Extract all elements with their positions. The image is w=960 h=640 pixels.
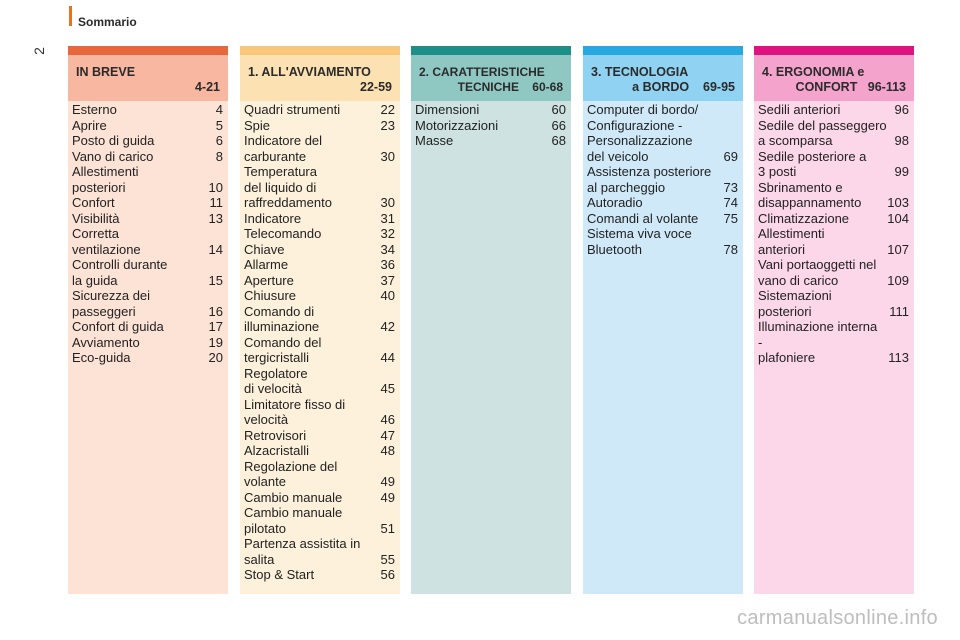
toc-entry-page: 111 <box>889 303 909 319</box>
toc-entry[interactable] <box>415 118 566 134</box>
toc-entry[interactable] <box>244 273 395 289</box>
section-title: 1. ALL'AVVIAMENTO <box>248 65 371 79</box>
section-page-range: 4-21 <box>194 80 220 94</box>
toc-entry-page: 49 <box>380 489 395 505</box>
toc-entry-page: 40 <box>380 288 395 303</box>
toc-entry-page: 17 <box>208 319 223 334</box>
toc-entry-page: 5 <box>215 117 223 133</box>
toc-entry-label: Temperatura del liquido di raffreddamento <box>244 164 332 210</box>
toc-entry-label: Masse <box>415 133 454 148</box>
toc-entry-page: 44 <box>380 350 395 365</box>
toc-entry[interactable] <box>244 102 395 118</box>
toc-entry[interactable] <box>72 149 223 165</box>
toc-entry[interactable] <box>72 319 223 335</box>
toc-entry-label: Sistema viva voce Bluetooth <box>587 226 692 257</box>
header-accent-bar <box>69 6 72 26</box>
section-title: 2. CARATTERISTICHE <box>419 65 545 79</box>
toc-entry-page: 103 <box>887 195 909 210</box>
toc-entry-label: Illuminazione interna - plafoniere <box>758 319 878 365</box>
toc-entry[interactable] <box>587 164 738 195</box>
toc-entry[interactable] <box>587 195 738 211</box>
toc-entry-label: Aperture <box>244 272 294 288</box>
toc-entry-label: Eco-guida <box>72 350 131 365</box>
toc-entry-label: Sbrinamento e disappannamento <box>758 179 862 210</box>
section-page-range: TECNICHE 60-68 <box>457 80 563 94</box>
section-caratteristiche-tecniche <box>411 46 571 594</box>
section-color-strip <box>754 46 914 55</box>
toc-entry-label: Stop & Start <box>244 567 315 582</box>
toc-entry-label: Allestimenti posteriori <box>72 164 139 195</box>
toc-entry[interactable] <box>758 226 909 257</box>
toc-entry-page: 32 <box>380 226 395 241</box>
toc-entry[interactable] <box>72 195 223 211</box>
toc-entry-page: 75 <box>723 210 738 226</box>
toc-entry[interactable] <box>758 180 909 211</box>
toc-entry-label: Esterno <box>72 102 117 117</box>
toc-entry[interactable] <box>758 319 909 366</box>
toc-entry-page: 55 <box>380 551 395 567</box>
toc-list <box>68 101 228 366</box>
section-title: 4. ERGONOMIA e <box>762 65 865 79</box>
toc-entry-page: 60 <box>551 102 566 117</box>
section-color-strip <box>411 46 571 55</box>
toc-entry[interactable] <box>244 335 395 366</box>
toc-entry-page: 99 <box>894 164 909 179</box>
toc-entry-label: Alzacristalli <box>244 443 310 458</box>
toc-entry-page: 48 <box>380 443 395 458</box>
toc-entry[interactable] <box>244 288 395 304</box>
section-header[interactable] <box>68 55 228 101</box>
toc-entry[interactable] <box>415 102 566 118</box>
toc-list <box>411 101 571 149</box>
toc-entry[interactable] <box>72 335 223 351</box>
toc-list <box>240 101 400 583</box>
toc-entry[interactable] <box>72 257 223 288</box>
toc-entry-label: Chiave <box>244 241 285 257</box>
toc-entry[interactable] <box>244 118 395 134</box>
toc-entry-page: 107 <box>887 241 909 257</box>
toc-entry-label: Corretta ventilazione <box>72 226 141 257</box>
section-body <box>754 101 914 594</box>
toc-entry-label: Limitatore fisso di velocità <box>244 396 346 427</box>
toc-entry-page: 8 <box>215 148 223 164</box>
toc-entry-page: 10 <box>208 179 223 195</box>
toc-entry-page: 13 <box>208 210 223 226</box>
toc-entry-label: Assistenza posteriore al parcheggio <box>587 164 712 195</box>
toc-entry[interactable] <box>758 102 909 118</box>
toc-entry-page: 37 <box>380 272 395 288</box>
toc-entry[interactable] <box>587 211 738 227</box>
toc-entry-page: 73 <box>723 179 738 195</box>
toc-entry-page: 109 <box>887 272 909 288</box>
toc-entry[interactable] <box>244 443 395 459</box>
toc-entry-page: 56 <box>380 567 395 582</box>
toc-entry-label: Confort di guida <box>72 319 164 334</box>
toc-entry[interactable] <box>72 211 223 227</box>
toc-entry[interactable] <box>244 226 395 242</box>
toc-entry-label: Comando di illuminazione <box>244 303 320 334</box>
toc-entry-page: 42 <box>380 319 395 334</box>
toc-entry-label: Partenza assistita in salita <box>244 536 361 567</box>
toc-entry[interactable] <box>244 133 395 164</box>
toc-entry-label: Sicurezza dei passeggeri <box>72 288 151 319</box>
toc-entry[interactable] <box>244 536 395 567</box>
toc-entry[interactable] <box>244 304 395 335</box>
toc-entry[interactable] <box>244 366 395 397</box>
toc-entry-label: Indicatore <box>244 210 302 226</box>
toc-entry-label: Comando del tergicristalli <box>244 334 322 365</box>
toc-entry-page: 22 <box>380 102 395 117</box>
toc-entry-label: Vani portaoggetti nel vano di carico <box>758 257 877 288</box>
toc-entry[interactable] <box>72 118 223 134</box>
toc-entry-page: 66 <box>551 117 566 133</box>
toc-entry-label: Climatizzazione <box>758 210 850 226</box>
toc-entry-label: Indicatore del carburante <box>244 133 323 164</box>
toc-entry[interactable] <box>244 490 395 506</box>
section-in-breve <box>68 46 228 594</box>
toc-entry-label: Computer di bordo/ Configurazione - Personalizzazione del veicolo <box>587 102 699 164</box>
toc-entry-label: Telecomando <box>244 226 322 241</box>
toc-entry[interactable] <box>758 257 909 288</box>
toc-entry-page: 47 <box>380 427 395 443</box>
toc-entry-page: 14 <box>208 241 223 257</box>
toc-entry-label: Allestimenti anteriori <box>758 226 825 257</box>
toc-entry-label: Allarme <box>244 257 289 272</box>
toc-entry-label: Retrovisori <box>244 427 307 443</box>
toc-entry-page: 46 <box>380 412 395 427</box>
toc-entry-label: Regolazione del volante <box>244 458 338 489</box>
section-body <box>411 101 571 594</box>
toc-entry-page: 20 <box>208 350 223 365</box>
toc-entry-page: 68 <box>551 133 566 148</box>
header-title: Sommario <box>78 15 137 29</box>
section-header[interactable] <box>240 55 400 101</box>
toc-list <box>754 101 914 366</box>
toc-list <box>583 101 743 257</box>
toc-entry[interactable] <box>758 288 909 319</box>
toc-entry-page: 30 <box>380 148 395 164</box>
toc-entry-page: 113 <box>888 350 909 365</box>
section-body <box>240 101 400 594</box>
toc-entry-label: Dimensioni <box>415 102 480 117</box>
toc-entry[interactable] <box>244 211 395 227</box>
section-color-strip <box>240 46 400 55</box>
toc-entry[interactable] <box>244 505 395 536</box>
toc-entry-label: Sedile del passeggero a scomparsa <box>758 117 887 148</box>
toc-entry-page: 31 <box>380 210 395 226</box>
toc-entry-page: 4 <box>215 102 223 117</box>
section-body <box>583 101 743 594</box>
toc-entry[interactable] <box>72 226 223 257</box>
toc-entry-page: 104 <box>887 210 909 226</box>
toc-entry[interactable] <box>587 226 738 257</box>
toc-entry-label: Autoradio <box>587 195 643 210</box>
toc-entry[interactable] <box>244 428 395 444</box>
section-page-range: 22-59 <box>360 80 392 94</box>
toc-entry-page: 30 <box>380 195 395 210</box>
toc-entry-label: Comandi al volante <box>587 210 699 226</box>
section-page-range: CONFORT 96-113 <box>795 80 906 94</box>
section-header[interactable] <box>754 55 914 101</box>
toc-entry[interactable] <box>244 242 395 258</box>
section-color-strip <box>68 46 228 55</box>
toc-entry-label: Confort <box>72 195 115 210</box>
section-color-strip <box>583 46 743 55</box>
toc-entry-label: Avviamento <box>72 334 140 350</box>
toc-entry[interactable] <box>72 133 223 149</box>
toc-entry-page: 36 <box>380 257 395 272</box>
toc-entry-page: 74 <box>723 195 738 210</box>
toc-entry-label: Spie <box>244 117 271 133</box>
toc-entry[interactable] <box>72 350 223 366</box>
toc-entry-page: 78 <box>723 241 738 257</box>
toc-entry-page: 19 <box>208 334 223 350</box>
toc-entry[interactable] <box>244 567 395 583</box>
section-page-range: a BORDO 69-95 <box>632 80 735 94</box>
toc-entry-label: Vano di carico <box>72 148 154 164</box>
toc-entry-page: 51 <box>380 520 395 536</box>
toc-entry[interactable] <box>758 118 909 149</box>
toc-entry-page: 49 <box>380 474 395 489</box>
toc-entry[interactable] <box>244 257 395 273</box>
section-body <box>68 101 228 594</box>
toc-entry[interactable] <box>244 459 395 490</box>
toc-entry[interactable] <box>72 102 223 118</box>
section-title: IN BREVE <box>76 65 136 79</box>
toc-entry-label: Regolatore di velocità <box>244 365 308 396</box>
toc-entry-label: Sedili anteriori <box>758 102 841 117</box>
toc-entry[interactable] <box>587 102 738 164</box>
toc-entry-page: 16 <box>208 303 223 319</box>
toc-entry-label: Quadri strumenti <box>244 102 341 117</box>
watermark: carmanualsonline.info <box>737 607 938 629</box>
toc-entry-label: Cambio manuale pilotato <box>244 505 343 536</box>
toc-entry-page: 11 <box>209 195 223 210</box>
toc-entry-page: 96 <box>894 102 909 117</box>
toc-entry-label: Cambio manuale <box>244 489 343 505</box>
toc-entry-label: Chiusure <box>244 288 297 303</box>
toc-entry-label: Motorizzazioni <box>415 117 499 133</box>
section-all-avviamento <box>240 46 400 594</box>
section-ergonomia-e-confort <box>754 46 914 594</box>
section-header[interactable] <box>583 55 743 101</box>
toc-entry-page: 6 <box>215 133 223 148</box>
toc-entry-label: Controlli durante la guida <box>72 257 168 288</box>
toc-entry-page: 69 <box>723 148 738 164</box>
toc-entry-label: Aprire <box>72 117 107 133</box>
toc-entry-label: Visibilità <box>72 210 120 226</box>
toc-entry[interactable] <box>758 211 909 227</box>
toc-entry-label: Sedile posteriore a 3 posti <box>758 148 867 179</box>
toc-entry-page: 45 <box>380 381 395 396</box>
toc-entry-page: 15 <box>208 272 223 288</box>
toc-entry[interactable] <box>415 133 566 149</box>
toc-entry[interactable] <box>244 397 395 428</box>
page-number: 2 <box>30 47 47 55</box>
toc-entry[interactable] <box>758 149 909 180</box>
toc-entry[interactable] <box>244 164 395 211</box>
toc-entry-label: Posto di guida <box>72 133 155 148</box>
section-tecnologia-a-bordo <box>583 46 743 594</box>
toc-entry-page: 98 <box>894 133 909 148</box>
toc-entry-label: Sistemazioni posteriori <box>758 288 832 319</box>
section-title: 3. TECNOLOGIA <box>591 65 689 79</box>
toc-entry-page: 23 <box>380 117 395 133</box>
toc-entry-page: 34 <box>380 241 395 257</box>
section-header[interactable] <box>411 55 571 101</box>
toc-entry[interactable] <box>72 164 223 195</box>
toc-entry[interactable] <box>72 288 223 319</box>
